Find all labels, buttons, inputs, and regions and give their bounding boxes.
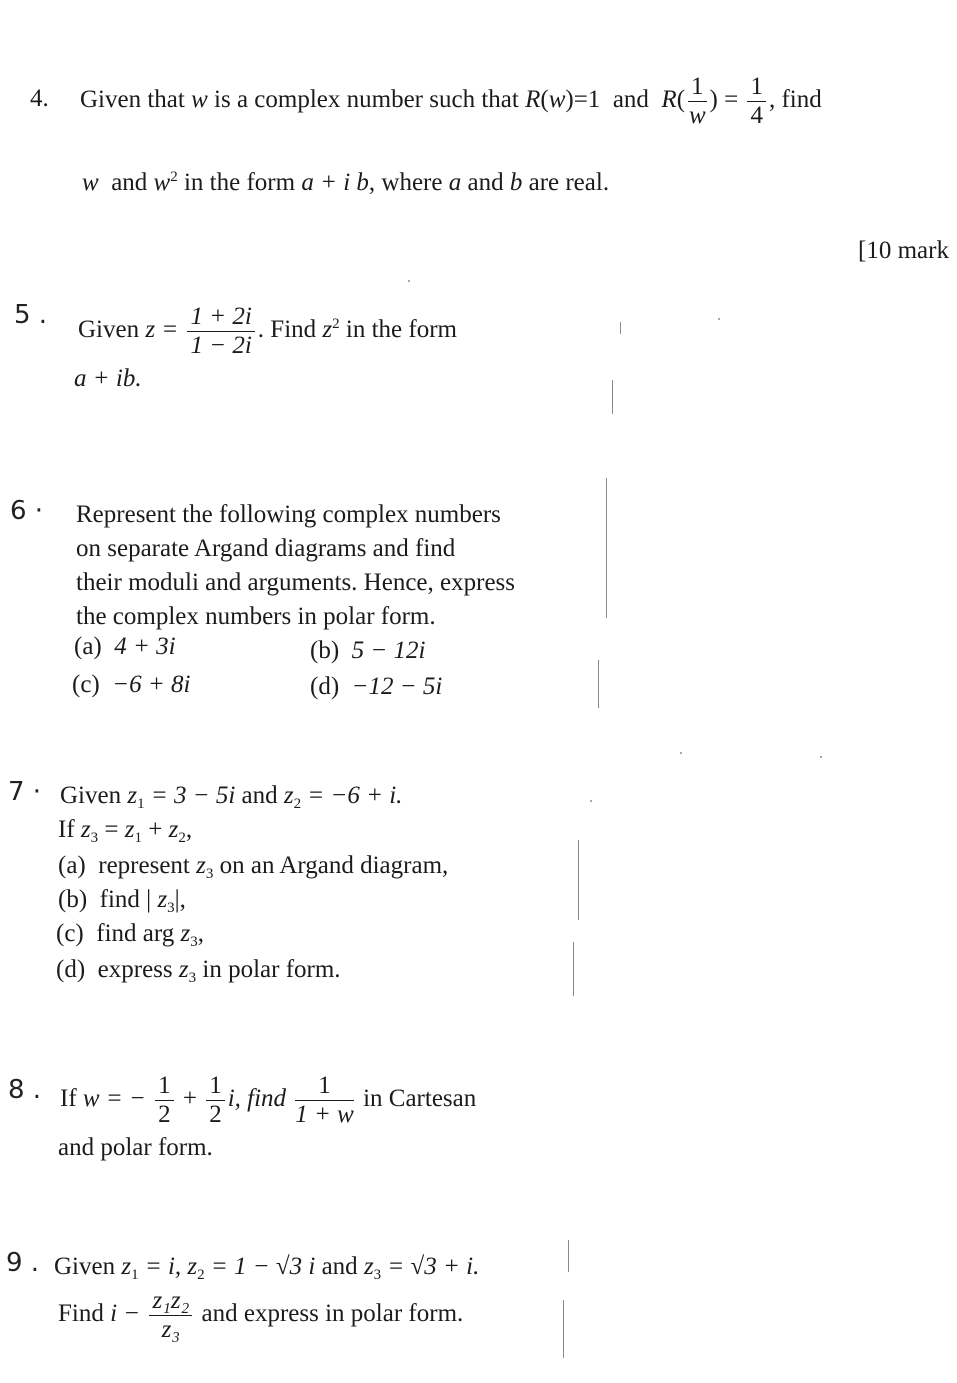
question-7-part-a: (a) represent $z_3$ on an Argand diagram,: [58, 852, 449, 882]
question-9-line-2: Find i − $\frac{\text{z₁z₂}}{\text{z₃}}$ and express in polar form.: [58, 1286, 464, 1343]
question-7-line-2: If $z_3 = z_1 + z_2$,: [58, 816, 193, 846]
scan-speck: [590, 800, 592, 802]
question-7: [0, 775, 957, 995]
margin-line: [598, 660, 599, 708]
question-number-4: 4.: [30, 85, 49, 112]
question-6-part-c: (c) −6 + 8i: [72, 671, 191, 698]
question-number-8: 8 .: [8, 1075, 42, 1105]
question-8-line-2: and polar form.: [58, 1134, 213, 1161]
question-7-line-1: Given $z_1 = 3 - 5i$ and $z_2 = -6 + i$.: [60, 782, 403, 812]
scan-speck: [680, 752, 682, 754]
question-5-line-2: a + ib.: [74, 365, 142, 392]
one-over-one-plus-w-fraction: $\frac{1}{1 + w}$: [295, 1071, 354, 1128]
z1z2-over-z3-fraction: $\frac{\text{z₁z₂}}{\text{z₃}}$: [149, 1287, 192, 1344]
question-7-part-d: (d) express $z_3$ in polar form.: [56, 956, 341, 986]
margin-line: [568, 1240, 569, 1272]
z-fraction: $\frac{1 + 2i}{1 - 2i}$: [187, 303, 254, 360]
half-fraction: $\frac{1}{2}$: [155, 1072, 174, 1129]
question-8: [0, 1065, 957, 1175]
question-6: [0, 490, 957, 710]
margin-line: [612, 380, 613, 414]
question-number-5: 5 .: [14, 300, 48, 330]
question-6-part-a: (a) 4 + 3i: [74, 633, 176, 660]
scan-speck: [408, 280, 410, 282]
question-7-part-c: (c) find arg $z_3$,: [56, 920, 204, 950]
one-quarter-fraction: $\frac{1}{4}$: [747, 73, 766, 130]
question-number-7: 7 ·: [8, 777, 42, 807]
question-5-line-1: Given z = $\frac{1 + 2i}{1 - 2i}$ . Find $z^2$ in the form: [78, 302, 457, 359]
question-number-9: 9 .: [6, 1248, 40, 1278]
question-7-part-b: (b) find | $z_3|$,: [58, 886, 186, 916]
question-6-part-b: (b) 5 − 12i: [310, 637, 426, 664]
margin-line: [573, 942, 574, 996]
one-over-w-fraction: $\frac{1}{w}$: [688, 72, 706, 129]
scan-speck: [718, 318, 720, 320]
half-fraction-2: $\frac{1}{2}$: [206, 1072, 225, 1129]
question-number-6: 6 ·: [10, 496, 44, 526]
margin-line: [606, 478, 607, 618]
question-8-line-1: If w = − $\frac{1}{2}$ + $\frac{1}{2}$ i, find $\frac{1}{1 + w}$ in Cartesan: [60, 1071, 477, 1128]
margin-line: [563, 1300, 564, 1358]
question-4: [0, 0, 957, 280]
question-9-line-1: Given $z_1 = i$, $z_2 = 1 - √3$ i and $z_3 = √3 + i$.: [54, 1253, 480, 1283]
margin-line: [620, 322, 621, 334]
question-9: [0, 1240, 957, 1380]
margin-line: [578, 840, 579, 920]
marks-label: [10 mark: [858, 237, 949, 264]
question-4-line-2: w and $w^2$ in the form a + i b, where a and b are real.: [82, 169, 610, 196]
question-6-paragraph: Represent the following complex numbers on separate Argand diagrams and find their moduli and arguments. Hence, express the complex numbers in polar form.: [76, 501, 516, 630]
scan-speck: [820, 756, 822, 758]
question-6-part-d: (d) −12 − 5i: [310, 673, 443, 700]
question-4-line-1: Given that w is a complex number such that R(w)=1 and R( $\frac{1}{w}$ ) = $\frac{1}{4}$ , find: [80, 72, 822, 129]
question-5: [0, 290, 957, 410]
